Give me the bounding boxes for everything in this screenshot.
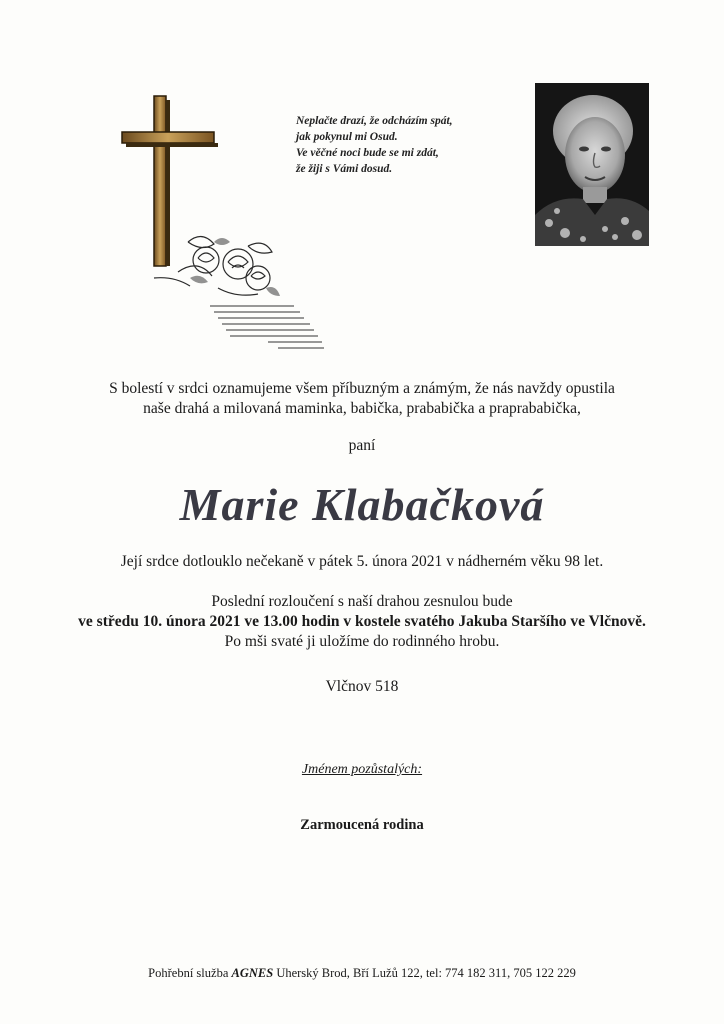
intro-line: naše drahá a milovaná maminka, babička, prababička a praprababička, [143, 400, 581, 417]
title-pani: paní [348, 437, 376, 454]
agency-name: AGNES [231, 966, 274, 980]
poem-line: Ve věčné noci bude se mi zdát, [296, 147, 439, 159]
on-behalf-label: Jménem pozůstalých: [301, 762, 423, 777]
announcement-intro [0, 379, 724, 419]
poem-line: Neplačte drazí, že odcházím spát, [296, 115, 453, 127]
poem-line: že žiji s Vámi dosud. [296, 163, 393, 175]
footer [0, 966, 724, 981]
footer-details: Uherský Brod, Bří Lužů 122, tel: 774 182 311, 705 122 229 [276, 966, 576, 980]
family-signature: Zarmoucená rodina [300, 817, 424, 833]
farewell-line: Poslední rozloučení s naší drahou zesnulou bude [211, 593, 513, 610]
footer-prefix: Pohřební služba [148, 966, 229, 980]
farewell-line: Po mši svaté ji uložíme do rodinného hrobu. [224, 633, 500, 650]
intro-line: S bolestí v srdci oznamujeme všem příbuzným a známým, že nás navždy opustila [109, 380, 615, 397]
poem [296, 113, 516, 177]
portrait-photo [535, 83, 649, 246]
farewell-info [0, 592, 724, 652]
deceased-name: Marie Klabačková [179, 479, 545, 530]
farewell-date-place: ve středu 10. února 2021 ve 13.00 hodin v kostele svatého Jakuba Staršího ve Vlčnově. [78, 613, 646, 630]
address: Vlčnov 518 [325, 678, 399, 695]
death-line: Její srdce dotlouklo nečekaně v pátek 5. února 2021 v nádherném věku 98 let. [120, 553, 604, 570]
poem-line: jak pokynul mi Osud. [296, 131, 398, 143]
